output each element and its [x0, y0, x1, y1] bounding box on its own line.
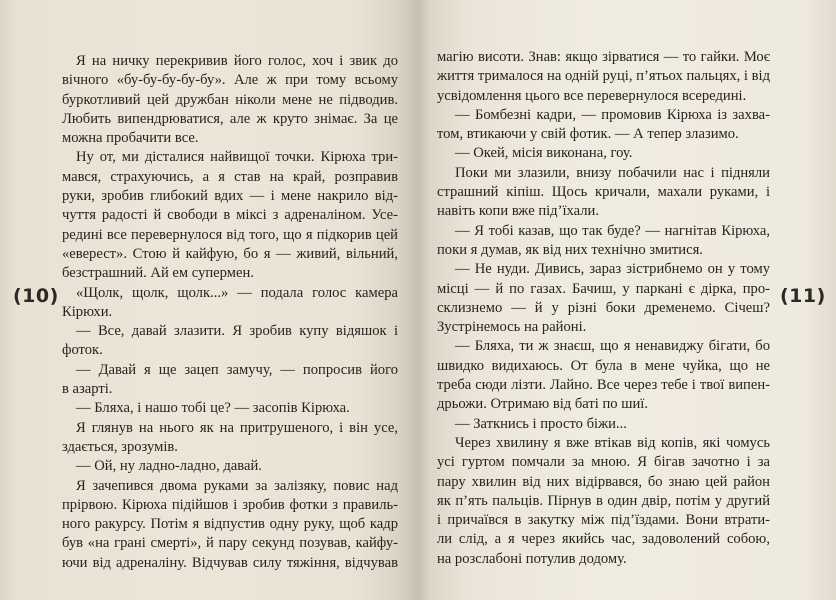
text-line: фоток.: [62, 342, 103, 359]
text-line: — Давай я ще зацеп замучу, — попросив його: [76, 361, 398, 378]
text-line: усі гуртом помчали за мною. Я бігав зачотно і за: [437, 454, 770, 471]
text-line: можна пробачити все.: [62, 130, 199, 147]
text-line: — Ой, ну ладно-ладно, давай.: [76, 458, 262, 475]
text-line: і причаївся в закутку між під’їздами. Вони втрати-: [437, 512, 770, 529]
text-line: пару хвилин від них відірвався, бо знаю цей район: [437, 473, 770, 490]
text-line: — Бляха, і нашо тобі це? — засопів Кірюха.: [76, 400, 350, 417]
text-line: — Все, давай злазити. Я зробив купу відяшок і: [76, 323, 398, 340]
text-line: мався, страхуючись, а я став на край, розправив: [62, 168, 398, 185]
text-line: дрьожи. Отримаю від баті по шиї.: [437, 396, 648, 413]
text-line: усвідомлення цього все перевернулося всередині.: [437, 87, 747, 104]
text-line: в азарті.: [62, 381, 113, 398]
text-line: місці — й по газах. Бачиш, у паркані є дірка, про-: [437, 280, 770, 297]
text-line: навіть копи вже під’їхали.: [437, 203, 599, 220]
text-line: Зустрінемось на районі.: [437, 319, 587, 336]
page-number: (10): [13, 285, 59, 307]
text-line: поки я думав, як від них технічно змитися.: [437, 241, 703, 258]
text-line: Кірюхи.: [62, 303, 113, 320]
text-line: швидко видихаюсь. От була в мене чуйка, що не: [437, 357, 770, 374]
text-line: Через хвилину я вже втікав від копів, які чомусь: [455, 434, 770, 451]
text-line: страшний кіпіш. Щось кричали, махали руками, і: [437, 184, 770, 201]
text-line: Любить випендрюватися, але ж круто знімає. За це: [62, 110, 398, 127]
text-line: — Окей, місія виконана, гоу.: [455, 145, 633, 162]
text-column: [62, 52, 398, 573]
text-line: — Бляха, ти ж знаєш, що я ненавиджу бігати, бо: [455, 338, 770, 355]
text-line: редині все перевернулося від того, що я підкорив цей: [62, 226, 398, 243]
text-line: здається, зрозумів.: [62, 438, 178, 455]
text-line: вічного «бу-бу-бу-бу-бу». Але ж при тому всьому: [62, 72, 398, 89]
text-column: [437, 48, 770, 569]
page-number: (11): [780, 285, 826, 307]
text-line: Я на ничку перекривив його голос, хоч і звик до: [76, 53, 398, 69]
text-line: безстрашний. Ай ем супермен.: [62, 265, 254, 282]
text-line: Поки ми злазили, внизу побачили нас і підняли: [455, 164, 770, 181]
text-line: — Заткнись і просто біжи...: [455, 415, 627, 432]
text-line: магію висоти. Знав: якщо зірватися — то гайки. Моє: [437, 49, 770, 65]
text-line: Я глянув на нього як на притрушеного, і він усе,: [76, 419, 398, 436]
text-line: — Я тобі казав, що так буде? — нагнітав Кірюха,: [455, 222, 770, 239]
text-line: як п’ять пальців. Пірнув в один двір, потім у другий: [437, 492, 770, 509]
text-line: — Не нуди. Дивись, зараз зістрибнемо он у тому: [455, 261, 770, 278]
text-line: склизнемо — й у різні боки дременемо. Січеш?: [437, 299, 770, 316]
text-line: життя трималося на одній руці, п’ятьох пальцях, і від: [437, 68, 770, 85]
text-line: прірвою. Кірюха підійшов і зробив фотки з правиль-: [62, 496, 398, 513]
text-line: — Бомбезні кадри, — промовив Кірюха із захва-: [455, 106, 770, 123]
text-line: чуття радості й свободи в міксі з адреналіном. Усе-: [62, 207, 398, 224]
text-line: ного ракурсу. Потім я відпустив одну руку, щоб кадр: [62, 516, 398, 533]
text-line: Ну от, ми дісталися найвищої точки. Кірюха три-: [76, 149, 398, 166]
text-line: «Щолк, щолк, щолк...» — подала голос камера: [76, 284, 398, 301]
text-line: ли слід, а я через якийсь час, задоволений собою,: [437, 531, 770, 548]
text-line: том, втикаючи у свій фотик. — А тепер злазимо.: [437, 126, 739, 143]
text-line: Я зачепився двома руками за залізяку, повис над: [76, 477, 398, 494]
text-line: був «на грані смерті», й пару секунд позував, кайфу-: [62, 535, 398, 552]
text-line: на розслабоні потулив додому.: [437, 550, 627, 567]
text-line: «еверест». Стою й кайфую, бо я — живий, вільний,: [62, 245, 398, 262]
text-line: буркотливий цей дружбан ніколи мене не підводив.: [62, 91, 398, 108]
text-line: руки, зробив глибокий вдих — і мене накрило від-: [62, 188, 398, 205]
right-page: [418, 0, 836, 600]
text-line: ючи від адреналіну. Відчував силу тяжіння, відчував: [62, 554, 398, 571]
text-line: треба сюди лізти. Лайно. Все через тебе і твої випен-: [437, 377, 770, 394]
